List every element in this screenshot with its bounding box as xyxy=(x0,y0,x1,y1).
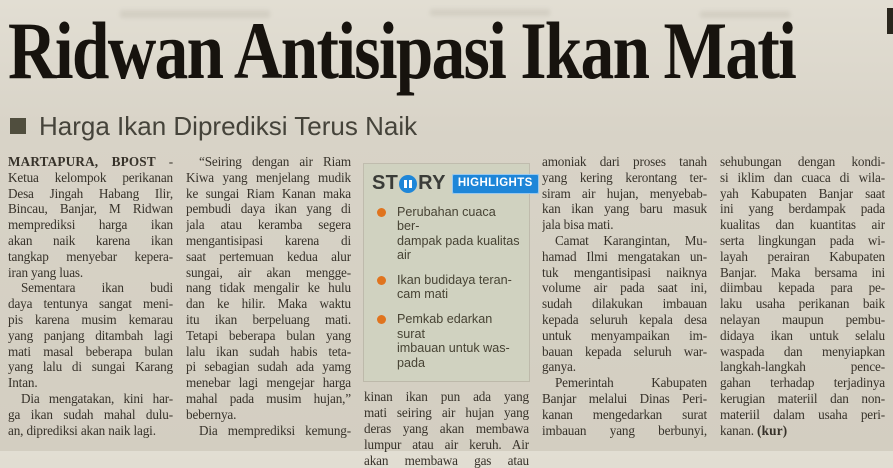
article-line: deras yang akan membawa xyxy=(364,421,529,437)
article-line: volume air pada saat ini, xyxy=(542,280,707,296)
article-line: sudah dilakukan imbauan xyxy=(542,296,707,312)
article-line: materiil dalam usaha peri- xyxy=(720,406,885,422)
highlight-text: Pemkab edarkan surat imbauan untuk was- pada xyxy=(397,312,510,370)
article-line: Tetapi beberapa bulan yang xyxy=(186,327,351,343)
article-line: ke sungai Riam Kanan maka xyxy=(186,185,351,201)
bullet-icon xyxy=(377,315,386,324)
highlight-text: Ikan budidaya teran- cam mati xyxy=(397,272,512,302)
article-line: kerugian materiil dan non- xyxy=(720,390,885,406)
article-line: ini yang berdampak pada xyxy=(720,201,885,217)
subheadline-square-icon xyxy=(10,118,26,134)
article-line: jala bisa mati. xyxy=(542,217,614,233)
highlight-item xyxy=(372,312,521,370)
article-line: menebar lagi mengejar harga xyxy=(186,375,351,391)
subheadline-row xyxy=(10,110,893,142)
story-logo-st: ST xyxy=(372,171,399,194)
highlights-list xyxy=(372,205,521,371)
article-line: yang lalu di sungai Karang xyxy=(8,359,173,375)
article-line: pis karena musim kemarau xyxy=(8,311,173,327)
article-line: kepada seluruh kepala desa xyxy=(542,311,707,327)
article-line: ga ikan sudah mahal dulu- xyxy=(8,406,173,422)
article-line: kan ikan yang baru masuk xyxy=(542,201,707,217)
article-line: iran yang luas. xyxy=(8,264,84,280)
article-line: an, diprediksi akan naik lagi. xyxy=(8,422,156,438)
article-line: diimbau kepada para pe- xyxy=(720,280,885,296)
article-line: langkah-langkah pence- xyxy=(720,359,885,375)
article-line: untuk menyampaikan im- xyxy=(542,327,707,343)
article-line: nang tidak mengalir ke hulu xyxy=(186,280,351,296)
article-line: Bincau, Banjar, M Ridwan xyxy=(8,201,173,217)
article-line: Kiwa yang menjelang mudik xyxy=(186,169,351,185)
article-line: ganya. xyxy=(542,359,576,375)
article-line: Sementara ikan budi xyxy=(21,280,173,296)
article-line: waspada dan menyiapkan xyxy=(720,343,885,359)
article-line: Banjar. Maka bersama ini xyxy=(720,264,885,280)
article-line: Banjar melalui Dinas Peri- xyxy=(542,390,707,406)
newspaper-clipping xyxy=(0,5,893,468)
article-line: mahal pada musim hujan,” xyxy=(186,390,351,406)
article-line: imbauan yang berbunyi, xyxy=(542,422,707,438)
scan-corner-mark xyxy=(887,8,893,34)
article-line: kanan. (kur) xyxy=(720,422,788,438)
article-line: layah perairan Kabupaten xyxy=(720,248,885,264)
article-line: kinan ikan pun ada yang xyxy=(364,389,529,405)
article-line: tangkap menyebar kepera- xyxy=(8,248,173,264)
article-line: lumpur atau air keruh. Air xyxy=(364,436,529,452)
article-body xyxy=(8,154,885,468)
article-line: akan naik karena ikan xyxy=(8,232,173,248)
article-line: jala atau keramba segera xyxy=(186,217,351,233)
article-line: tuk mengantisipasi naiknya xyxy=(542,264,707,280)
article-line: bebernya. xyxy=(186,406,237,422)
pause-bars-circle-icon xyxy=(399,175,417,193)
story-highlights-logo xyxy=(372,171,533,194)
article-line: amoniak dari proses tanah xyxy=(542,154,707,169)
highlight-item xyxy=(372,205,521,263)
article-line: daya tentunya sangat meni- xyxy=(8,296,173,312)
article-line: dan ke hilir. Maka waktu xyxy=(186,296,351,312)
article-line: MARTAPURA, BPOST - xyxy=(8,154,173,169)
article-line: mengantisipasi karena di xyxy=(186,232,351,248)
article-line: siram air hujan, menyebab- xyxy=(542,185,707,201)
article-line: bauan kepada seluruh war- xyxy=(542,343,707,359)
article-line: Desa Jingah Habang Ilir, xyxy=(8,185,173,201)
article-line: “Seiring dengan air Riam xyxy=(199,154,351,169)
article-line: Dia mengatakan, kini har- xyxy=(21,390,173,406)
article-line: yang panjang ditambah lagi xyxy=(8,327,173,343)
article-line: Pemerintah Kabupaten xyxy=(555,375,707,391)
article-line: Intan. xyxy=(8,375,38,391)
article-line: laku usaha perikanan baik xyxy=(720,296,885,312)
article-column-2 xyxy=(186,154,351,468)
article-line: Camat Karangintan, Mu- xyxy=(555,232,707,248)
article-line: serta lingkungan pada wi- xyxy=(720,232,885,248)
article-line: mati masal beberapa bulan xyxy=(8,343,173,359)
article-line: si iklim dan cuaca di wila- xyxy=(720,169,885,185)
article-line: saat pertemuan kedua alur xyxy=(186,248,351,264)
article-line: kualitas dan kuantitas air xyxy=(720,217,885,233)
article-line: didaya ikan untuk selalu xyxy=(720,327,885,343)
article-line: itu ikan berpeluang mati. xyxy=(186,311,351,327)
article-line: pi sebagian sudah ada yamg xyxy=(186,359,351,375)
article-line: hamad Ilmi mengatakan un- xyxy=(542,248,707,264)
article-column-3 xyxy=(364,154,533,468)
bullet-icon xyxy=(377,208,386,217)
article-column-5 xyxy=(720,154,885,468)
article-line: gahan terhadap terjadinya xyxy=(720,375,885,391)
article-line: sungai, air akan mengge- xyxy=(186,264,351,280)
story-highlights-box xyxy=(364,164,533,381)
article-line: kanan mengedarkan surat xyxy=(542,406,707,422)
headline: Ridwan Antisipasi Ikan Mati xyxy=(8,5,796,96)
article-line: yah Kabupaten Banjar saat xyxy=(720,185,885,201)
bullet-icon xyxy=(377,276,386,285)
subheadline: Harga Ikan Diprediksi Terus Naik xyxy=(39,110,418,141)
article-line: mati seiring air hujan yang xyxy=(364,405,529,421)
article-line: Ketua kelompok perikanan xyxy=(8,169,173,185)
article-column-1 xyxy=(8,154,173,468)
highlight-item xyxy=(372,273,521,302)
story-logo-ry: RY xyxy=(418,171,446,194)
article-line: pembudi daya ikan yang di xyxy=(186,201,351,217)
article-line: yang kering kerontang ter- xyxy=(542,169,707,185)
article-column-4 xyxy=(542,154,707,468)
article-line: nelayan maupun pembu- xyxy=(720,311,885,327)
article-line: sehubungan dengan kondi- xyxy=(720,154,885,169)
article-line: akan membawa gas atau xyxy=(364,452,529,468)
article-line: Dia memprediksi kemung- xyxy=(199,422,351,438)
article-line: lalu ikan sudah habis teta- xyxy=(186,343,351,359)
highlight-text: Perubahan cuaca ber- dampak pada kualitas air xyxy=(397,204,520,263)
article-line: memprediksi harga ikan xyxy=(8,217,173,233)
highlights-badge: HIGHLIGHTS xyxy=(452,174,539,194)
